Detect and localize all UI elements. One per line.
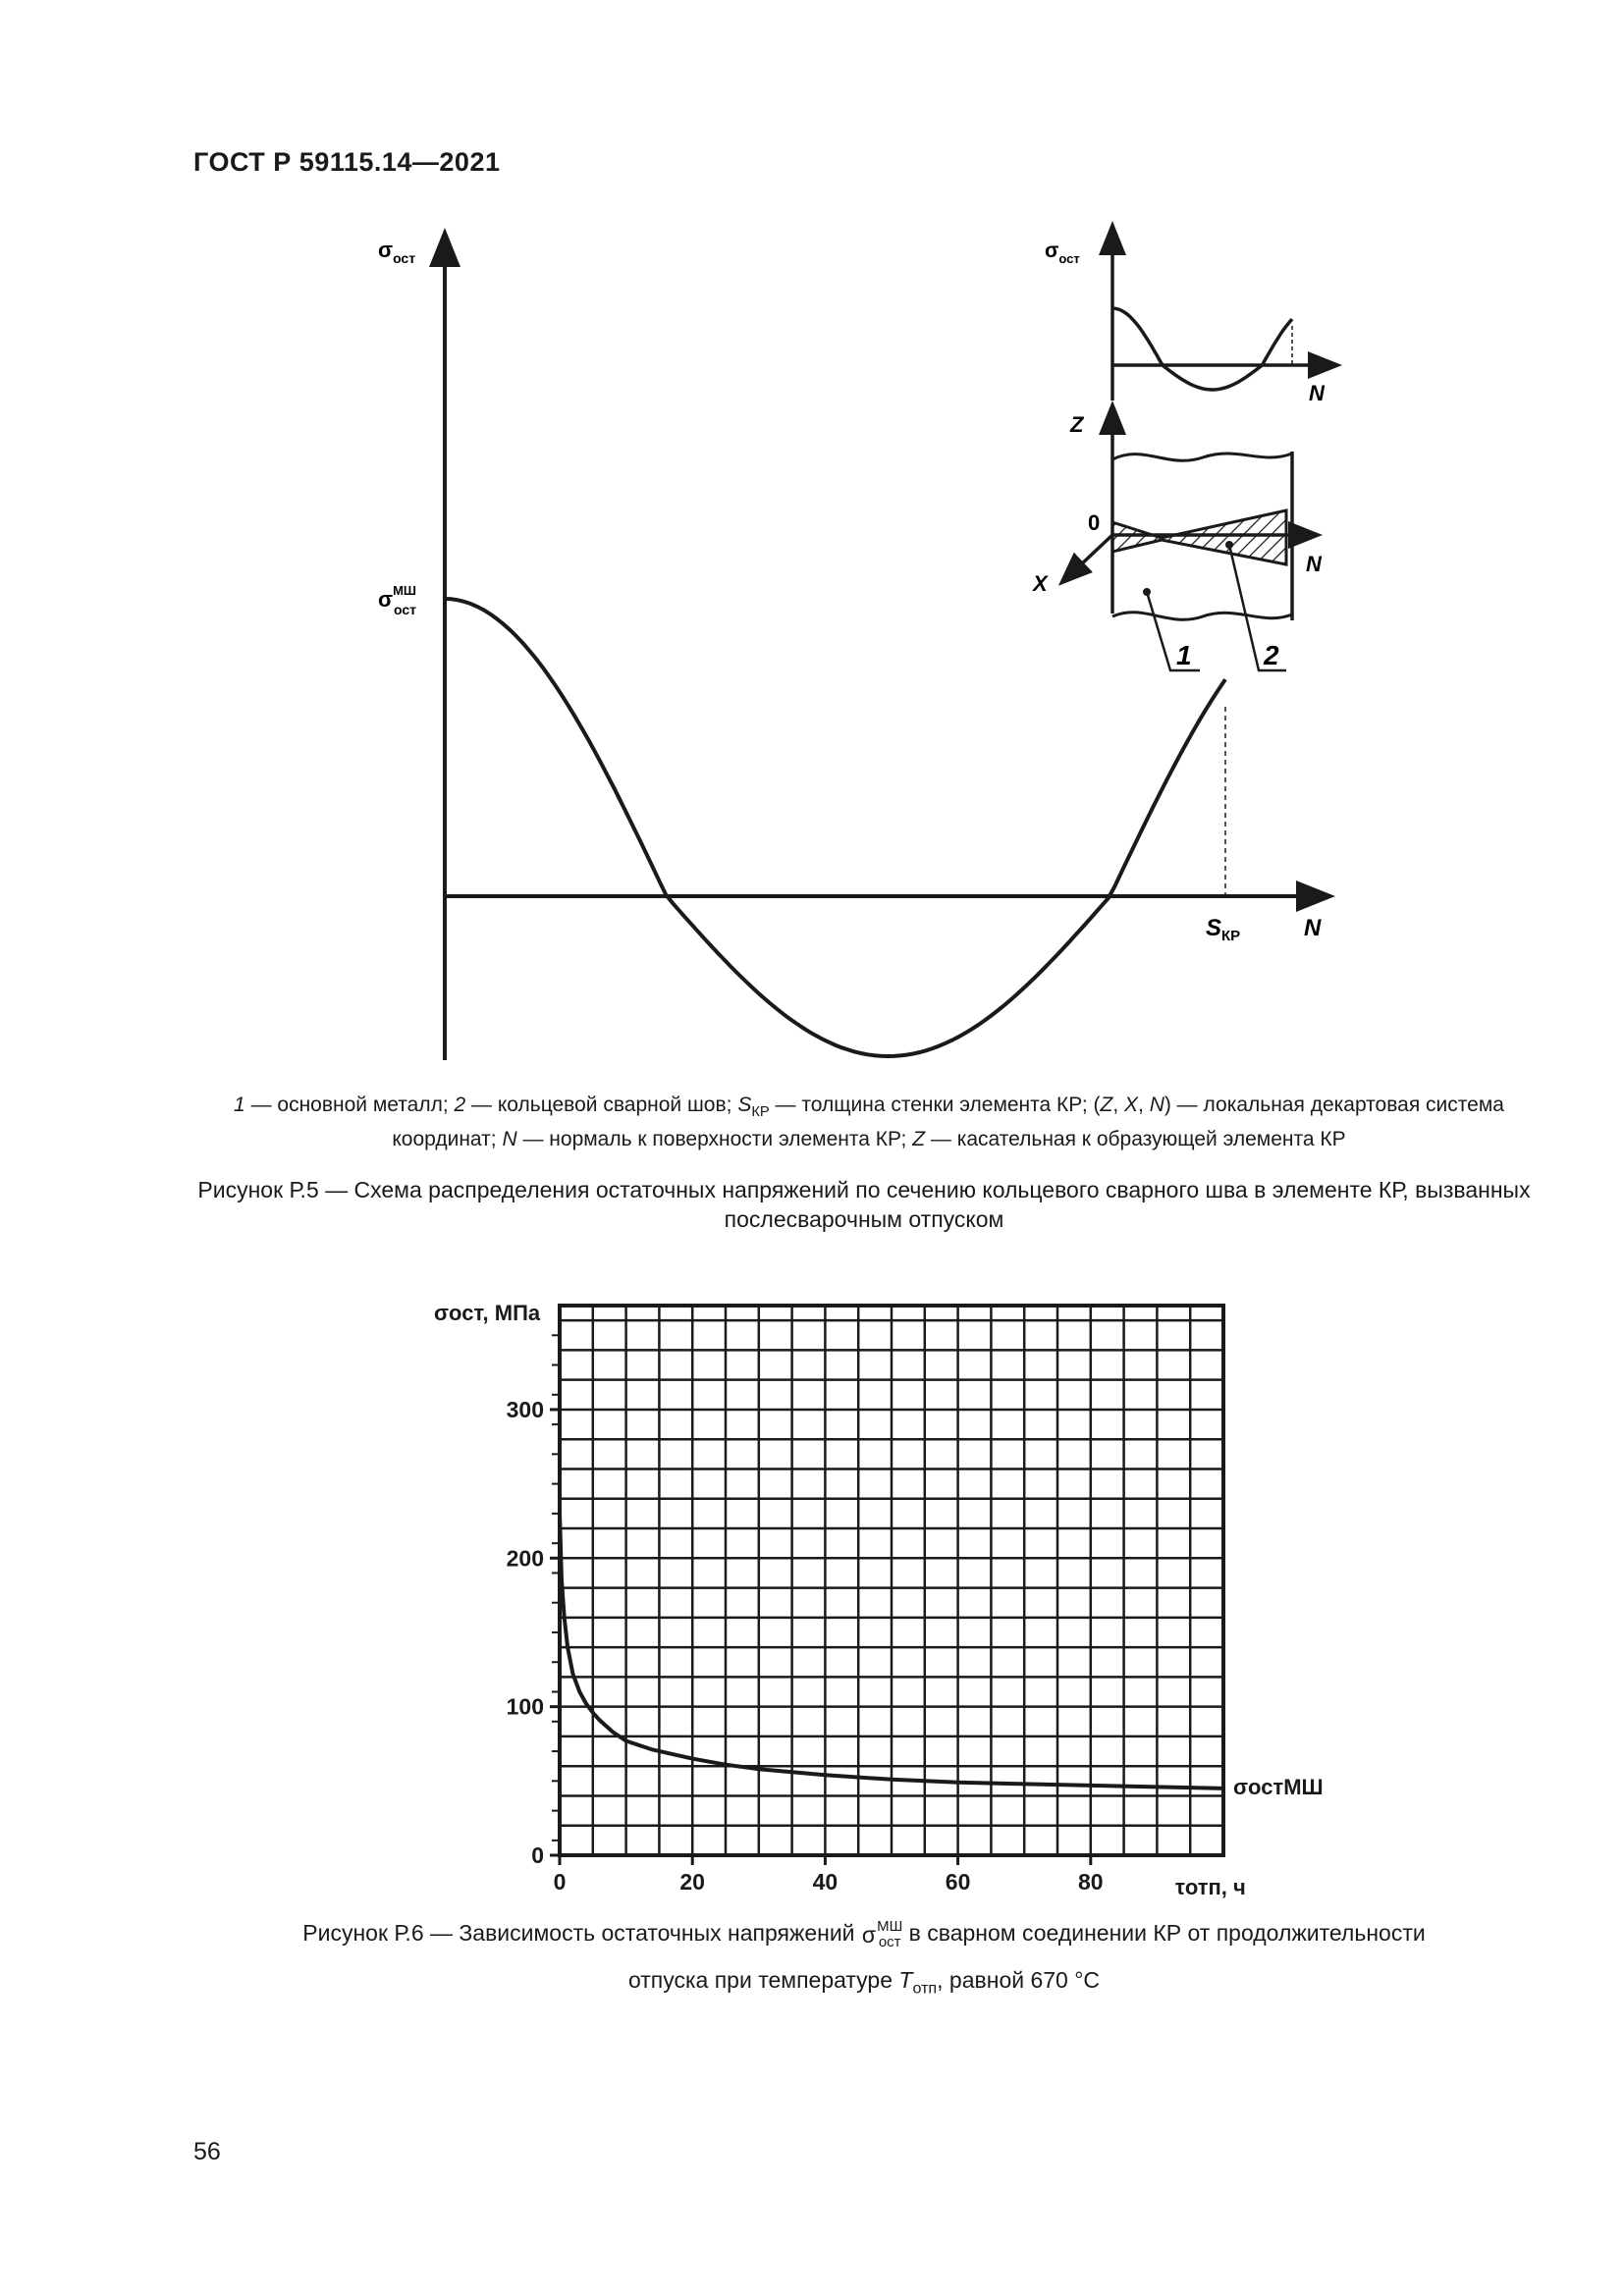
skr-subscript: КР [1221, 928, 1241, 944]
series-label: σостМШ [1233, 1775, 1324, 1799]
inset-bottom-break-line [1112, 613, 1292, 620]
x-tick-label: 80 [1078, 1869, 1104, 1895]
legend-item-1: 1 [234, 1094, 245, 1116]
skr-symbol: S [1206, 915, 1222, 941]
inset-n-label: N [1306, 552, 1322, 576]
main-y-value-sup: МШ [393, 583, 416, 598]
caption-6-line2-post: , равной 670 °C [937, 1967, 1101, 1993]
main-y-subscript: ост [393, 250, 416, 266]
legend-n: N [1149, 1094, 1164, 1116]
legend-z: Z [1100, 1094, 1113, 1116]
caption-6-line2-pre: отпуска при температуре [627, 1967, 899, 1993]
y-tick-label: 0 [531, 1842, 544, 1868]
caption-6-t-sub: отп [912, 1979, 938, 1998]
skr-label [1206, 915, 1240, 944]
caption-6-t: T [898, 1967, 913, 1993]
inset-z-label: Z [1070, 412, 1084, 437]
legend-text-3: — толщина стенки элемента КР; ( [769, 1094, 1101, 1116]
main-y-value-symbol: σ [378, 587, 394, 612]
legend-s-sub: КР [751, 1104, 770, 1121]
figure-5-caption: Рисунок Р.5 — Схема распределения остаточных напряжений по сечению кольцевого сварного шва в элементе КР, вызванных послесварочным отпуском [197, 1177, 1531, 1232]
marker-1-label: 1 [1176, 640, 1192, 670]
inset-zero-label: 0 [1088, 510, 1101, 535]
figure-5-legend [187, 1092, 1551, 1152]
inset-top-y-subscript: ост [1058, 251, 1080, 266]
main-x-axis-label: N [1304, 915, 1322, 941]
figure-6-chart [434, 1301, 1324, 1899]
inset-top-y-symbol: σ [1045, 240, 1059, 262]
main-y-value-label [378, 583, 416, 617]
legend-z2: Z [912, 1128, 926, 1151]
y-tick-label: 100 [506, 1693, 544, 1720]
marker-1-leader [1147, 592, 1200, 670]
marker-2-label: 2 [1264, 640, 1279, 670]
caption-6-sigma-sup: МШ [877, 1918, 903, 1936]
caption-6-post: в сварном соединении КР от продолжительности [902, 1920, 1426, 1946]
page-number: 56 [193, 2138, 221, 2165]
legend-comma-1: , [1112, 1094, 1124, 1116]
inset-top-break-line [1112, 454, 1292, 460]
x-tick-label: 20 [679, 1869, 705, 1895]
x-tick-label: 40 [812, 1869, 839, 1895]
legend-item-2: 2 [454, 1094, 466, 1116]
y-tick-label: 300 [506, 1396, 544, 1422]
y-tick-label: 200 [506, 1545, 544, 1572]
legend-text-1: — основной металл; [244, 1094, 455, 1116]
main-stress-curve [445, 599, 1225, 1056]
legend-text-4: ) — локальная декартовая система координат; [392, 1094, 1504, 1151]
main-y-symbol: σ [378, 238, 394, 262]
inset-x-axis [1063, 535, 1112, 581]
caption-6-sigma: σ [861, 1921, 877, 1948]
legend-text-6: — касательная к образующей элемента КР [925, 1128, 1346, 1151]
caption-6-pre: Рисунок Р.6 — Зависимость остаточных напряжений [302, 1920, 861, 1946]
inset-top-y-label [1045, 240, 1080, 266]
document-header: ГОСТ Р 59115.14—2021 [193, 147, 501, 177]
caption-6-sigma-indices [877, 1919, 902, 1949]
legend-n2: N [502, 1128, 517, 1151]
inset-top-x-label: N [1309, 381, 1325, 405]
caption-6-sigma-script [862, 1919, 902, 1949]
x-tick-label: 60 [945, 1869, 971, 1895]
inset-top-curve [1112, 308, 1292, 390]
y-axis-label: σост, МПа [434, 1301, 541, 1325]
main-y-axis-label [378, 238, 415, 266]
legend-text-5: — нормаль к поверхности элемента КР; [516, 1128, 913, 1151]
caption-6-sigma-sub: ост [878, 1933, 901, 1950]
legend-comma-2: , [1138, 1094, 1150, 1116]
weld-seam-hatch [1112, 510, 1286, 564]
x-axis-label: τотп, ч [1175, 1875, 1246, 1899]
legend-x: X [1124, 1094, 1139, 1116]
legend-s: S [737, 1094, 752, 1116]
figure-6-caption [196, 1909, 1532, 2012]
inset-x-label: X [1033, 571, 1048, 596]
x-tick-label: 0 [553, 1869, 567, 1895]
legend-text-2: — кольцевой сварной шов; [465, 1094, 738, 1116]
main-y-value-sub: ост [394, 602, 417, 617]
